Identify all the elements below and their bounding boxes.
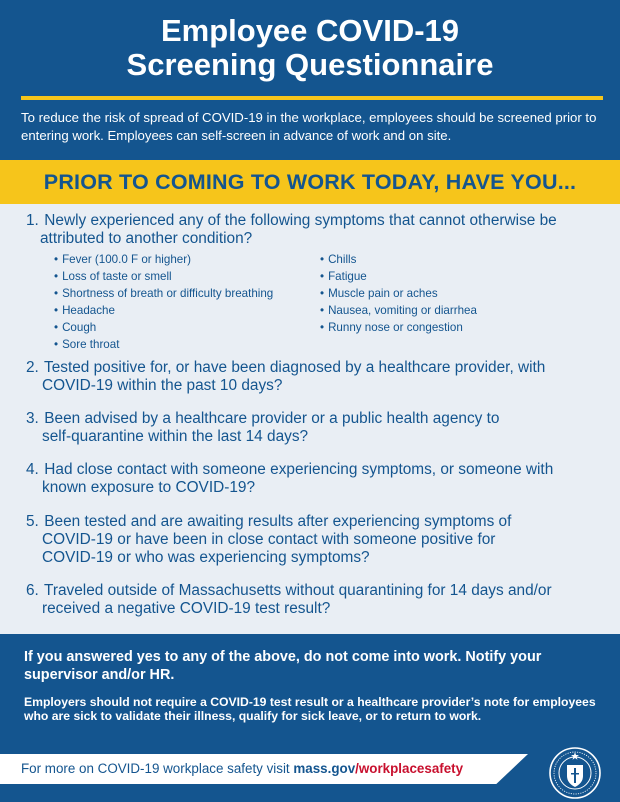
question-text-line: Had close contact with someone experiencing symptoms, or someone with bbox=[44, 461, 554, 478]
question-text-line: self-quarantine within the last 14 days? bbox=[42, 428, 309, 445]
symptom-item: • Cough bbox=[54, 319, 273, 336]
notice-panel bbox=[0, 634, 620, 754]
symptom-item: • Headache bbox=[54, 302, 273, 319]
footer-link-path[interactable]: /workplacesafety bbox=[355, 761, 464, 776]
question-number: 6. bbox=[26, 582, 39, 599]
question-text-line: COVID-19 or have been in close contact with someone positive for bbox=[42, 531, 496, 548]
symptom-item: • Runny nose or congestion bbox=[320, 319, 477, 336]
question-4 bbox=[26, 461, 611, 497]
symptom-item: • Muscle pain or aches bbox=[320, 285, 477, 302]
question-number: 2. bbox=[26, 359, 39, 376]
employer-notice: Employers should not require a COVID-19 test result or a healthcare provider’s note for employees who are sick to validate their illness, qualify for sick leave, or to return to work. bbox=[24, 695, 596, 723]
footer bbox=[0, 754, 620, 802]
question-text-line: Been advised by a healthcare provider or a public health agency to bbox=[44, 410, 500, 427]
symptom-item: • Sore throat bbox=[54, 336, 273, 353]
title-line-1: Employee COVID-19 bbox=[160, 13, 460, 48]
question-3 bbox=[26, 410, 611, 446]
page-title bbox=[0, 14, 620, 82]
question-text-line: received a negative COVID-19 test result? bbox=[42, 600, 331, 617]
symptom-item: • Nausea, vomiting or diarrhea bbox=[320, 302, 477, 319]
question-number: 4. bbox=[26, 461, 39, 478]
question-number: 3. bbox=[26, 410, 39, 427]
symptom-item: • Loss of taste or smell bbox=[54, 268, 273, 285]
question-text-line: Newly experienced any of the following symptoms that cannot otherwise be bbox=[44, 212, 557, 229]
massachusetts-seal-icon bbox=[548, 746, 602, 800]
footer-link-domain[interactable]: mass.gov bbox=[293, 761, 356, 776]
question-text-line: attributed to another condition? bbox=[40, 230, 253, 247]
section-banner: PRIOR TO COMING TO WORK TODAY, HAVE YOU... bbox=[0, 160, 620, 204]
symptom-item: • Fever (100.0 F or higher) bbox=[54, 251, 273, 268]
question-text-line: known exposure to COVID-19? bbox=[42, 479, 256, 496]
symptom-item: • Chills bbox=[320, 251, 477, 268]
title-line-2: Screening Questionnaire bbox=[126, 47, 494, 82]
header bbox=[0, 0, 620, 160]
footer-lead-text: For more on COVID-19 workplace safety visit bbox=[21, 761, 294, 776]
question-2 bbox=[26, 359, 611, 395]
question-text-line: COVID-19 or who was experiencing symptoms? bbox=[42, 549, 370, 566]
question-text-line: Traveled outside of Massachusetts without quarantining for 14 days and/or bbox=[44, 582, 552, 599]
gold-divider bbox=[21, 96, 603, 100]
question-6 bbox=[26, 582, 611, 618]
question-text-line: COVID-19 within the past 10 days? bbox=[42, 377, 283, 394]
yes-answer-notice: If you answered yes to any of the above, do not come into work. Notify your supervisor and/or HR. bbox=[24, 649, 542, 683]
symptom-list-left bbox=[54, 251, 273, 353]
question-text-line: Tested positive for, or have been diagnosed by a healthcare provider, with bbox=[44, 359, 546, 376]
symptom-item: • Fatigue bbox=[320, 268, 477, 285]
intro-text: To reduce the risk of spread of COVID-19 in the workplace, employees should be screened prior to entering work. Employees can self-screen in advance of work and on site. bbox=[21, 110, 597, 143]
question-text-line: Been tested and are awaiting results after experiencing symptoms of bbox=[44, 513, 512, 530]
question-5 bbox=[26, 513, 611, 567]
footer-text bbox=[21, 760, 463, 778]
question-number: 1. bbox=[26, 212, 39, 229]
footer-link[interactable] bbox=[293, 761, 463, 776]
question-number: 5. bbox=[26, 513, 39, 530]
questions-panel bbox=[0, 204, 620, 634]
symptom-list-right bbox=[320, 251, 477, 336]
question-1 bbox=[26, 212, 611, 248]
symptom-item: • Shortness of breath or difficulty breathing bbox=[54, 285, 273, 302]
